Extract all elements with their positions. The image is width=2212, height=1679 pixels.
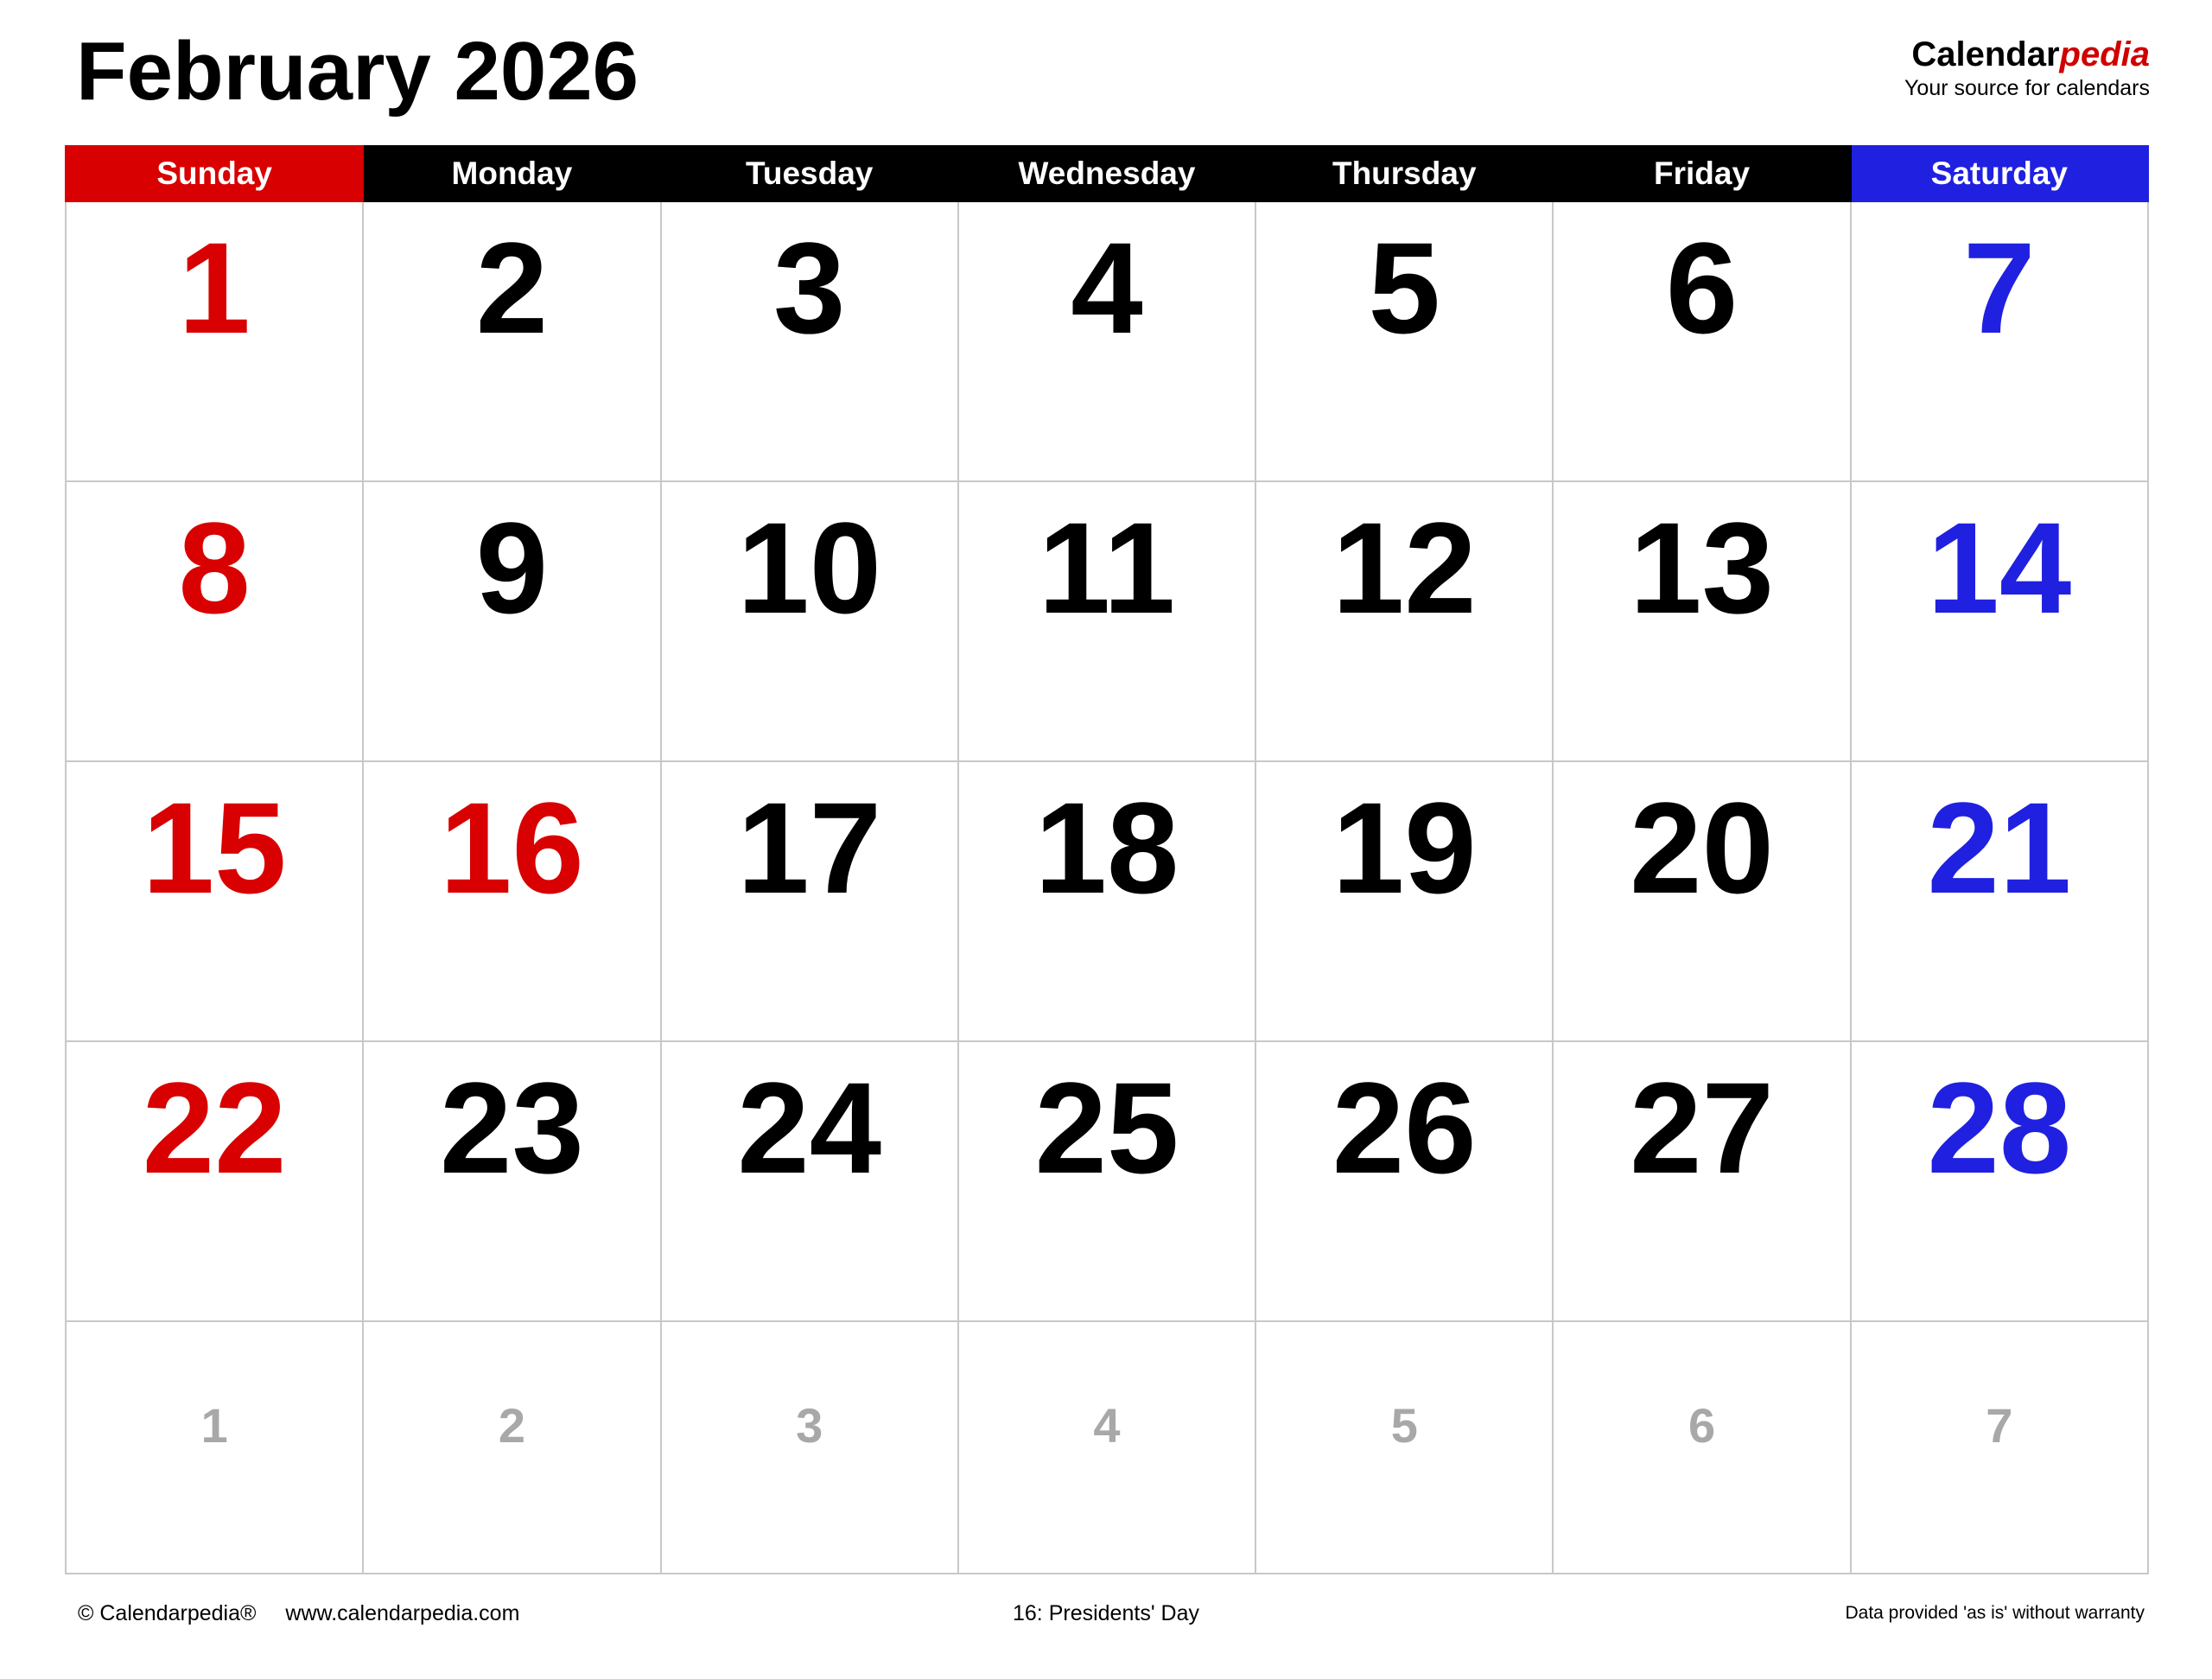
day-cell[interactable] [1851, 201, 2148, 481]
day-cell-next-month[interactable] [1851, 1321, 2148, 1574]
day-number: 12 [1332, 495, 1477, 640]
day-cell[interactable] [1255, 201, 1553, 481]
day-cell-next-month[interactable] [1553, 1321, 1850, 1574]
day-cell[interactable] [958, 481, 1255, 761]
day-number: 16 [439, 775, 584, 920]
weekday-header-monday: Monday [363, 146, 660, 201]
weekday-header-wednesday: Wednesday [958, 146, 1255, 201]
day-number: 23 [439, 1055, 584, 1200]
day-number: 4 [1093, 1398, 1121, 1453]
calendar-week-row [66, 481, 2148, 761]
disclaimer-text: Data provided 'as is' without warranty [1845, 1603, 2145, 1623]
weekday-header-sunday: Sunday [66, 146, 363, 201]
day-number: 7 [1986, 1398, 2013, 1453]
brand-name-part1: Calendar [1911, 35, 2060, 73]
day-number: 3 [796, 1398, 823, 1453]
day-number: 4 [1071, 215, 1143, 360]
calendar-grid [65, 145, 2149, 1574]
day-number: 11 [1038, 495, 1176, 640]
day-cell[interactable] [363, 201, 660, 481]
brand-tagline: Your source for calendars [1904, 76, 2150, 100]
day-number: 25 [1034, 1055, 1179, 1200]
weekday-header-tuesday: Tuesday [661, 146, 958, 201]
calendar-body [66, 201, 2148, 1574]
day-number: 13 [1630, 495, 1774, 640]
day-number: 15 [142, 775, 287, 920]
day-cell[interactable] [66, 201, 363, 481]
day-number: 9 [475, 495, 549, 640]
day-cell[interactable] [958, 201, 1255, 481]
day-cell[interactable] [66, 1041, 363, 1321]
day-cell-holiday[interactable] [363, 761, 660, 1041]
day-number: 27 [1630, 1055, 1774, 1200]
page-footer [0, 1601, 2212, 1653]
day-cell[interactable] [958, 761, 1255, 1041]
day-cell[interactable] [66, 481, 363, 761]
copyright-text: © Calendarpedia® [78, 1601, 257, 1625]
day-number: 10 [737, 495, 882, 640]
calendar-week-row [66, 761, 2148, 1041]
day-number: 7 [1963, 215, 2036, 360]
day-cell[interactable] [661, 201, 958, 481]
brand-name [1904, 35, 2150, 74]
day-number: 2 [475, 215, 549, 360]
day-cell[interactable] [1851, 481, 2148, 761]
calendar-header-row [66, 146, 2148, 201]
day-cell[interactable] [1553, 481, 1850, 761]
day-cell-next-month[interactable] [66, 1321, 363, 1574]
day-number: 8 [178, 495, 251, 640]
day-cell[interactable] [1851, 761, 2148, 1041]
day-number: 1 [178, 215, 251, 360]
day-cell-next-month[interactable] [958, 1321, 1255, 1574]
day-number: 6 [1688, 1398, 1716, 1453]
day-cell[interactable] [363, 481, 660, 761]
page-header [0, 0, 2212, 138]
day-cell-next-month[interactable] [363, 1321, 660, 1574]
day-cell[interactable] [66, 761, 363, 1041]
day-number: 2 [498, 1398, 525, 1453]
day-cell[interactable] [661, 761, 958, 1041]
day-number: 14 [1927, 495, 2072, 640]
day-cell[interactable] [1553, 1041, 1850, 1321]
day-number: 19 [1332, 775, 1477, 920]
day-number: 21 [1927, 775, 2072, 920]
calendar-week-row [66, 201, 2148, 481]
day-cell[interactable] [958, 1041, 1255, 1321]
day-number: 20 [1630, 775, 1774, 920]
day-cell[interactable] [661, 481, 958, 761]
day-number: 5 [1390, 1398, 1418, 1453]
day-number: 22 [142, 1055, 287, 1200]
page-title: February 2026 [76, 25, 639, 118]
day-number: 5 [1368, 215, 1440, 360]
day-number: 6 [1665, 215, 1738, 360]
day-number: 18 [1034, 775, 1179, 920]
calendar-week-row-next-month [66, 1321, 2148, 1574]
weekday-header-saturday: Saturday [1851, 146, 2148, 201]
day-number: 1 [200, 1398, 228, 1453]
day-cell[interactable] [1255, 481, 1553, 761]
day-cell-next-month[interactable] [661, 1321, 958, 1574]
weekday-header-friday: Friday [1553, 146, 1850, 201]
day-cell[interactable] [1255, 761, 1553, 1041]
day-cell[interactable] [1255, 1041, 1553, 1321]
day-number: 17 [737, 775, 882, 920]
holiday-note: 16: Presidents' Day [1013, 1601, 1199, 1625]
brand-name-part2: pedia [2059, 35, 2150, 73]
calendar-week-row [66, 1041, 2148, 1321]
day-number: 24 [737, 1055, 882, 1200]
day-cell[interactable] [661, 1041, 958, 1321]
day-cell[interactable] [363, 1041, 660, 1321]
website-link[interactable]: www.calendarpedia.com [285, 1601, 520, 1625]
day-number: 3 [772, 215, 846, 360]
day-number: 26 [1332, 1055, 1477, 1200]
weekday-header-thursday: Thursday [1255, 146, 1553, 201]
brand-block [1904, 35, 2150, 101]
day-cell[interactable] [1851, 1041, 2148, 1321]
day-cell[interactable] [1553, 201, 1850, 481]
day-number: 28 [1927, 1055, 2072, 1200]
day-cell-next-month[interactable] [1255, 1321, 1553, 1574]
day-cell[interactable] [1553, 761, 1850, 1041]
